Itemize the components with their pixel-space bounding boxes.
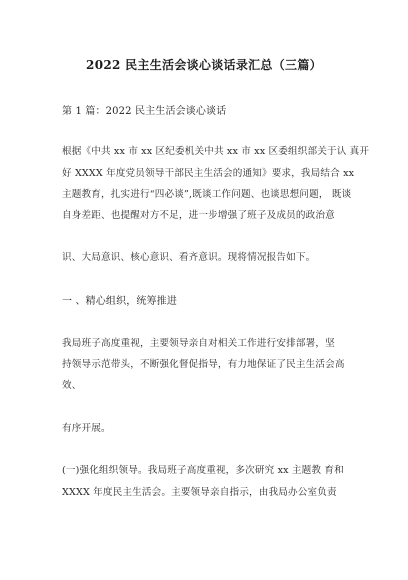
paragraph-1-line-1: 根据《中共 xx 市 xx 区纪委机关中共 xx 市 xx 区委组织部关于认 真开 [62,146,370,157]
paragraph-2-continuation: 有序开展。 [62,423,111,434]
paragraph-3-line-2: XXXX 年度民主生活会。主要领导亲自指示，由我局办公室负责 [62,487,337,498]
paragraph-2-line-2: 持领导示范带头，不断强化督促指导，有力地保证了民主生活会高 [62,359,345,370]
paragraph-1-continuation: 识、大局意识、核心意识、看齐意识。现将情况报告如下。 [62,252,316,263]
section-heading: 第 1 篇：2022 民主生活会谈心谈话 [62,106,227,117]
paragraph-1-line-2: 好 XXXX 年度党员领导干部民主生活会的通知》要求，我局结合 xx [62,168,355,179]
subheading-1: 一 、精心组织，统筹推进 [62,296,177,307]
document-title: 2022 民主生活会谈心谈话录汇总（三篇） [86,58,322,72]
paragraph-1-line-3: 主题教育，扎实进行“四必谈”,既谈工作问题、也谈思想问题， 既谈 [62,189,352,200]
paragraph-3-line-1: (一)强化组织领导。我局班子高度重视，多次研究 xx 主题教 育和 [62,465,344,476]
paragraph-2-line-3: 效、 [62,380,82,391]
paragraph-1-line-4: 自身差距、也提醒对方不足，进一步增强了班子及成员的政治意 [62,210,335,221]
paragraph-2-line-1: 我局班子高度重视，主要领导亲自对相关工作进行安排部署，坚 [62,338,335,349]
